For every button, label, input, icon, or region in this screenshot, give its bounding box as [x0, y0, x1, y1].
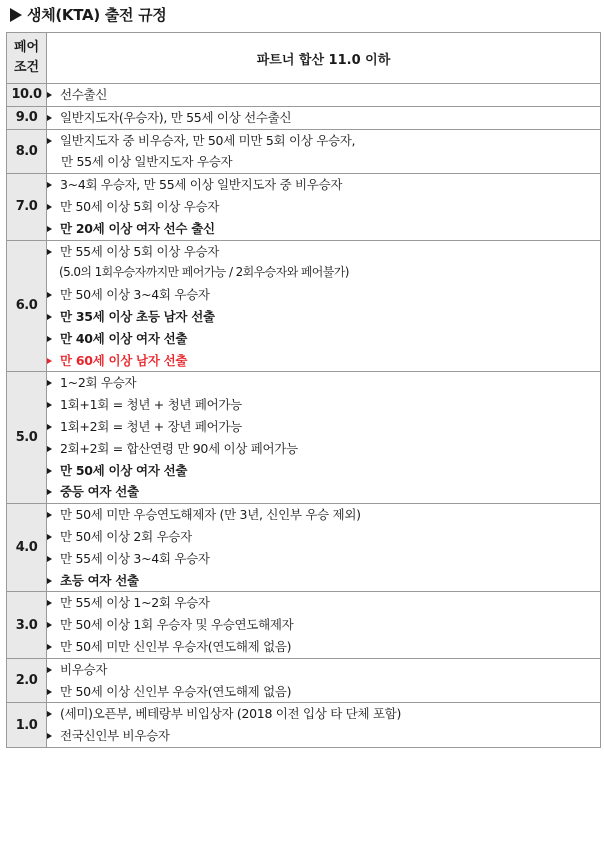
level-cell: 4.0: [7, 504, 47, 592]
level-cell: 1.0: [7, 703, 47, 748]
criteria-text: 1회+1회 = 청년 + 청년 페어가능: [60, 397, 242, 413]
criteria-line: [47, 394, 600, 416]
rules-body: [7, 84, 601, 748]
criteria-line: [47, 481, 600, 503]
criteria-line: [47, 130, 600, 152]
table-row: [7, 240, 601, 372]
criteria-text: 만 50세 미만 신인부 우승자(연도해제 없음): [60, 638, 292, 654]
table-row: [7, 372, 601, 504]
condition-header-line2: 조건: [13, 60, 40, 75]
criteria-line: [47, 659, 600, 681]
table-row: [7, 658, 601, 703]
criteria-text: (세미)오픈부, 베테랑부 비입상자 (2018 이전 입상 타 단체 포함): [60, 706, 402, 722]
criteria-line: [47, 636, 600, 658]
criteria-text: 일반지도자(우승자), 만 55세 이상 선수출신: [60, 109, 292, 125]
bullet-icon: [47, 424, 52, 430]
criteria-line: [47, 241, 600, 263]
criteria-cell: [47, 703, 601, 748]
bullet-icon: [47, 182, 52, 188]
criteria-line: [47, 460, 600, 482]
bullet-icon: [47, 402, 52, 408]
criteria-text: 초등 여자 선출: [60, 572, 139, 588]
criteria-text: 1회+2회 = 청년 + 장년 페어가능: [60, 418, 242, 434]
table-row: [7, 504, 601, 592]
level-cell: 10.0: [7, 84, 47, 107]
table-row: [7, 84, 601, 107]
criteria-line: [47, 306, 600, 328]
criteria-text: 만 50세 이상 신인부 우승자(연도해제 없음): [60, 683, 292, 699]
criteria-cell: [47, 174, 601, 240]
bullet-icon: [47, 468, 52, 474]
criteria-text: 일반지도자 중 비우승자, 만 50세 미만 5회 이상 우승자,: [60, 132, 356, 148]
criteria-text: 전국신인부 비우승자: [60, 728, 170, 744]
bullet-icon: [47, 512, 52, 518]
criteria-text: 만 35세 이상 초등 남자 선출: [60, 308, 215, 324]
bullet-icon: [47, 249, 52, 255]
criteria-cell: [47, 106, 601, 129]
criteria-line: [47, 592, 600, 614]
criteria-text: 만 60세 이상 남자 선출: [60, 352, 188, 368]
criteria-line: [47, 526, 600, 548]
table-row: [7, 703, 601, 748]
table-row: [7, 106, 601, 129]
bullet-icon: [47, 226, 52, 232]
bullet-icon: [47, 204, 52, 210]
criteria-text: 만 55세 이상 일반지도자 우승자: [61, 154, 233, 170]
level-cell: 7.0: [7, 174, 47, 240]
bullet-icon: [47, 292, 52, 298]
criteria-line: [47, 350, 600, 372]
criteria-cell: [47, 240, 601, 372]
level-cell: 5.0: [7, 372, 47, 504]
bullet-icon: [47, 711, 52, 717]
bullet-icon: [47, 622, 52, 628]
criteria-cell: [47, 658, 601, 703]
page-title-text: 생체(KTA) 출전 규정: [27, 6, 167, 24]
criteria-text: 만 50세 이상 1회 우승자 및 우승연도해제자: [60, 617, 294, 633]
level-cell: 9.0: [7, 106, 47, 129]
criteria-line: [47, 438, 600, 460]
criteria-line: [47, 107, 600, 129]
criteria-line: [47, 84, 600, 106]
column-header: 파트너 합산 11.0 이하: [47, 33, 601, 84]
criteria-line: [47, 284, 600, 306]
criteria-line: [47, 372, 600, 394]
criteria-line: [47, 416, 600, 438]
bullet-icon: [47, 314, 52, 320]
table-row: [7, 174, 601, 240]
criteria-line: [47, 151, 600, 173]
criteria-line: [47, 681, 600, 703]
criteria-text: 선수출신: [60, 87, 108, 102]
criteria-line: [47, 218, 600, 240]
table-header-row: [7, 33, 601, 84]
criteria-text: 2회+2회 = 합산연령 만 90세 이상 페어가능: [60, 440, 298, 456]
criteria-cell: [47, 129, 601, 174]
criteria-text: 만 55세 이상 5회 이상 우승자: [60, 243, 220, 259]
criteria-line: [47, 614, 600, 636]
bullet-icon: [47, 446, 52, 452]
criteria-line: [47, 174, 600, 196]
table-row: [7, 592, 601, 658]
play-icon: [10, 8, 22, 22]
bullet-icon: [47, 534, 52, 540]
bullet-icon: [47, 92, 52, 98]
bullet-icon: [47, 644, 52, 650]
condition-header-line1: 페어: [13, 40, 40, 55]
condition-header: [7, 33, 47, 84]
criteria-line: [47, 725, 600, 747]
bullet-icon: [47, 115, 52, 121]
criteria-line: [47, 570, 600, 592]
criteria-cell: [47, 372, 601, 504]
page-title: [10, 4, 167, 25]
criteria-text: 만 55세 이상 1~2회 우승자: [60, 595, 210, 611]
bullet-icon: [47, 733, 52, 739]
criteria-line: [47, 196, 600, 218]
criteria-text: 3~4회 우승자, 만 55세 이상 일반지도자 중 비우승자: [60, 177, 343, 193]
bullet-icon: [47, 336, 52, 342]
criteria-cell: [47, 504, 601, 592]
bullet-icon: [47, 489, 52, 495]
criteria-line: [47, 262, 600, 284]
criteria-text: (5.0의 1회우승자까지만 페어가능 / 2회우승자와 페어불가): [59, 265, 349, 280]
criteria-text: 만 20세 이상 여자 선수 출신: [60, 220, 215, 236]
bullet-icon: [47, 358, 52, 364]
criteria-line: [47, 504, 600, 526]
criteria-cell: [47, 592, 601, 658]
criteria-line: [47, 548, 600, 570]
criteria-line: [47, 703, 600, 725]
bullet-icon: [47, 138, 52, 144]
table-row: [7, 129, 601, 174]
criteria-text: 만 50세 이상 5회 이상 우승자: [60, 198, 220, 214]
criteria-text: 만 40세 이상 여자 선출: [60, 330, 188, 346]
bullet-icon: [47, 380, 52, 386]
criteria-text: 만 50세 미만 우승연도해제자 (만 3년, 신인부 우승 제외): [60, 507, 361, 523]
bullet-icon: [47, 689, 52, 695]
level-cell: 3.0: [7, 592, 47, 658]
criteria-text: 만 50세 이상 2회 우승자: [60, 528, 192, 544]
criteria-text: 만 55세 이상 3~4회 우승자: [60, 550, 210, 566]
level-cell: 6.0: [7, 240, 47, 372]
bullet-icon: [47, 556, 52, 562]
bullet-icon: [47, 667, 52, 673]
bullet-icon: [47, 578, 52, 584]
criteria-text: 중등 여자 선출: [60, 484, 139, 500]
level-cell: 2.0: [7, 658, 47, 703]
bullet-icon: [47, 600, 52, 606]
criteria-text: 1~2회 우승자: [60, 375, 137, 391]
criteria-text: 비우승자: [60, 661, 108, 677]
rules-table: [6, 32, 601, 748]
criteria-cell: [47, 84, 601, 107]
criteria-line: [47, 328, 600, 350]
criteria-text: 만 50세 이상 여자 선출: [60, 462, 188, 478]
criteria-text: 만 50세 이상 3~4회 우승자: [60, 287, 210, 303]
level-cell: 8.0: [7, 129, 47, 174]
